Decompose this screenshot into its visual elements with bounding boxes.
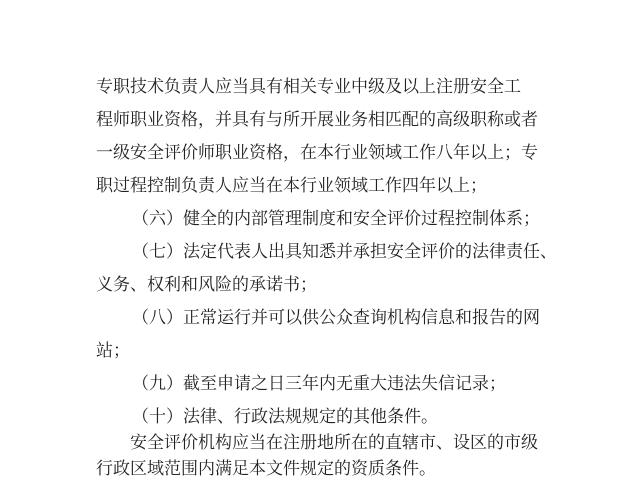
- text-line-1: 专职技术负责人应当具有相关专业中级及以上注册安全工: [96, 77, 521, 97]
- list-item-8: （八）正常运行并可以供公众查询机构信息和报告的网: [132, 308, 540, 328]
- list-item-10: （十）法律、行政法规规定的其他条件。: [132, 407, 438, 427]
- list-item-9: （九）截至申请之日三年内无重大违法失信记录；: [132, 374, 506, 394]
- list-item-7: （七）法定代表人出具知悉并承担安全评价的法律责任、: [132, 242, 557, 262]
- list-item-7-continuation: 义务、权利和风险的承诺书；: [96, 275, 317, 295]
- text-line-3: 一级安全评价师职业资格，在本行业领域工作八年以上；专: [96, 143, 538, 163]
- paragraph-line-1: 安全评价机构应当在注册地所在的直辖市、设区的市级: [130, 433, 538, 453]
- text-line-2: 程师职业资格，并具有与所开展业务相匹配的高级职称或者: [96, 110, 538, 130]
- paragraph-line-2: 行政区域范围内满足本文件规定的资质条件。: [96, 459, 436, 479]
- list-item-8-continuation: 站；: [96, 341, 130, 361]
- text-line-4: 职过程控制负责人应当在本行业领域工作四年以上；: [96, 176, 487, 196]
- list-item-6: （六）健全的内部管理制度和安全评价过程控制体系；: [132, 209, 540, 229]
